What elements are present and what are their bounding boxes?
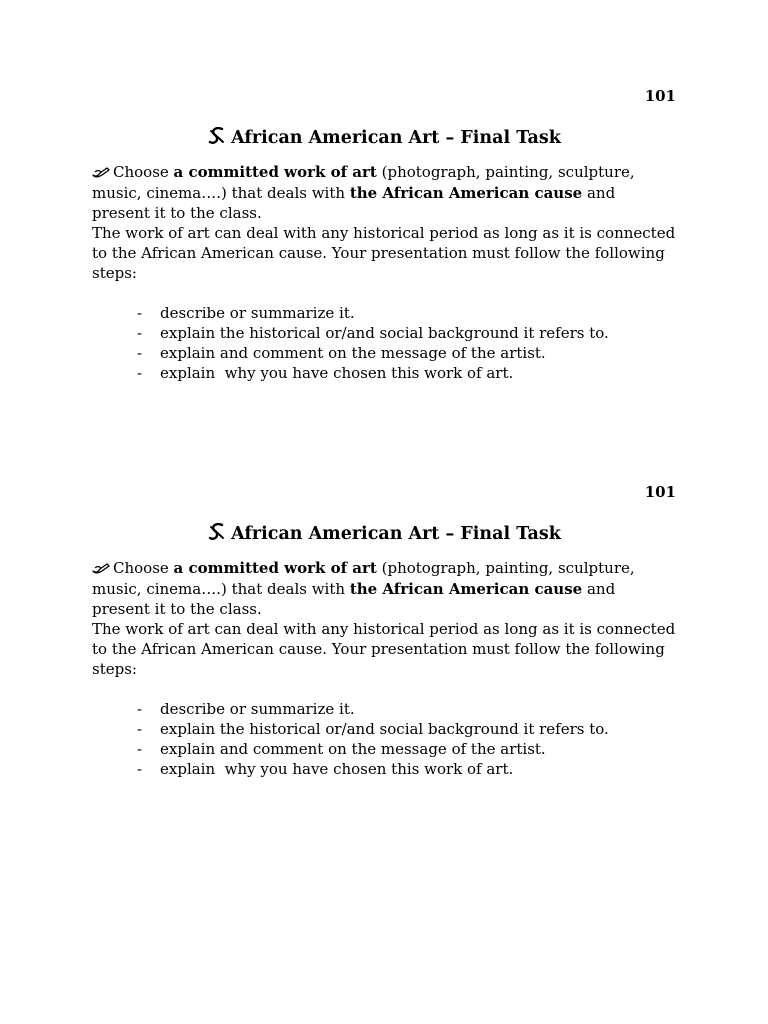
intro-bold-2: the African American cause: [349, 580, 583, 598]
list-bullet: -: [137, 364, 143, 382]
step-text: explain the historical or/and social background it refers to.: [160, 720, 609, 738]
list-bullet: -: [137, 720, 143, 738]
task-section-1: [92, 86, 676, 383]
stylized-s-knot-icon: [207, 126, 227, 153]
task-title-text: African American Art – Final Task: [231, 524, 561, 544]
list-item: [92, 363, 676, 383]
list-item: [92, 303, 676, 323]
step-text: explain why you have chosen this work of art.: [160, 364, 514, 382]
intro-bold-1: a committed work of art: [173, 163, 377, 181]
instructions-paragraph: The work of art can deal with any historical period as long as it is connected to the African American cause. Your presentation must follow the following steps:: [92, 224, 676, 282]
task-title: [92, 522, 676, 546]
intro-text-1: Choose: [113, 559, 174, 577]
intro-paragraph: [92, 558, 676, 679]
intro-bold-1: a committed work of art: [173, 559, 377, 577]
list-item: [92, 699, 676, 719]
step-text: explain and comment on the message of the artist.: [160, 740, 546, 758]
list-item: [92, 719, 676, 739]
step-text: describe or summarize it.: [160, 700, 355, 718]
list-item: [92, 739, 676, 759]
step-text: explain and comment on the message of the artist.: [160, 344, 546, 362]
list-bullet: -: [137, 740, 143, 758]
intro-paragraph: [92, 162, 676, 283]
list-item: [92, 323, 676, 343]
list-item: [92, 343, 676, 363]
list-bullet: -: [137, 760, 143, 778]
steps-list: [92, 303, 676, 383]
page-number: 101: [644, 87, 676, 105]
writing-hand-icon: [92, 559, 110, 579]
intro-bold-2: the African American cause: [349, 184, 583, 202]
list-bullet: -: [137, 324, 143, 342]
task-title: [92, 126, 676, 150]
intro-text-2: (photograph, painting, sculpture, music, cinema….) that deals with: [92, 163, 635, 202]
task-section-2: [92, 482, 676, 779]
page-number: 101: [644, 483, 676, 501]
intro-text-3: and present it to the class.: [92, 184, 616, 222]
writing-hand-icon: [92, 163, 110, 183]
list-bullet: -: [137, 304, 143, 322]
list-bullet: -: [137, 344, 143, 362]
intro-text-1: Choose: [113, 163, 174, 181]
instructions-paragraph: The work of art can deal with any historical period as long as it is connected to the African American cause. Your presentation must follow the following steps:: [92, 620, 676, 678]
step-text: describe or summarize it.: [160, 304, 355, 322]
task-title-text: African American Art – Final Task: [231, 128, 561, 148]
step-text: explain why you have chosen this work of art.: [160, 760, 514, 778]
intro-text-2: (photograph, painting, sculpture, music, cinema….) that deals with: [92, 559, 635, 598]
list-item: [92, 759, 676, 779]
steps-list: [92, 699, 676, 779]
stylized-s-knot-icon: [207, 522, 227, 549]
list-bullet: -: [137, 700, 143, 718]
intro-text-3: and present it to the class.: [92, 580, 616, 618]
step-text: explain the historical or/and social background it refers to.: [160, 324, 609, 342]
